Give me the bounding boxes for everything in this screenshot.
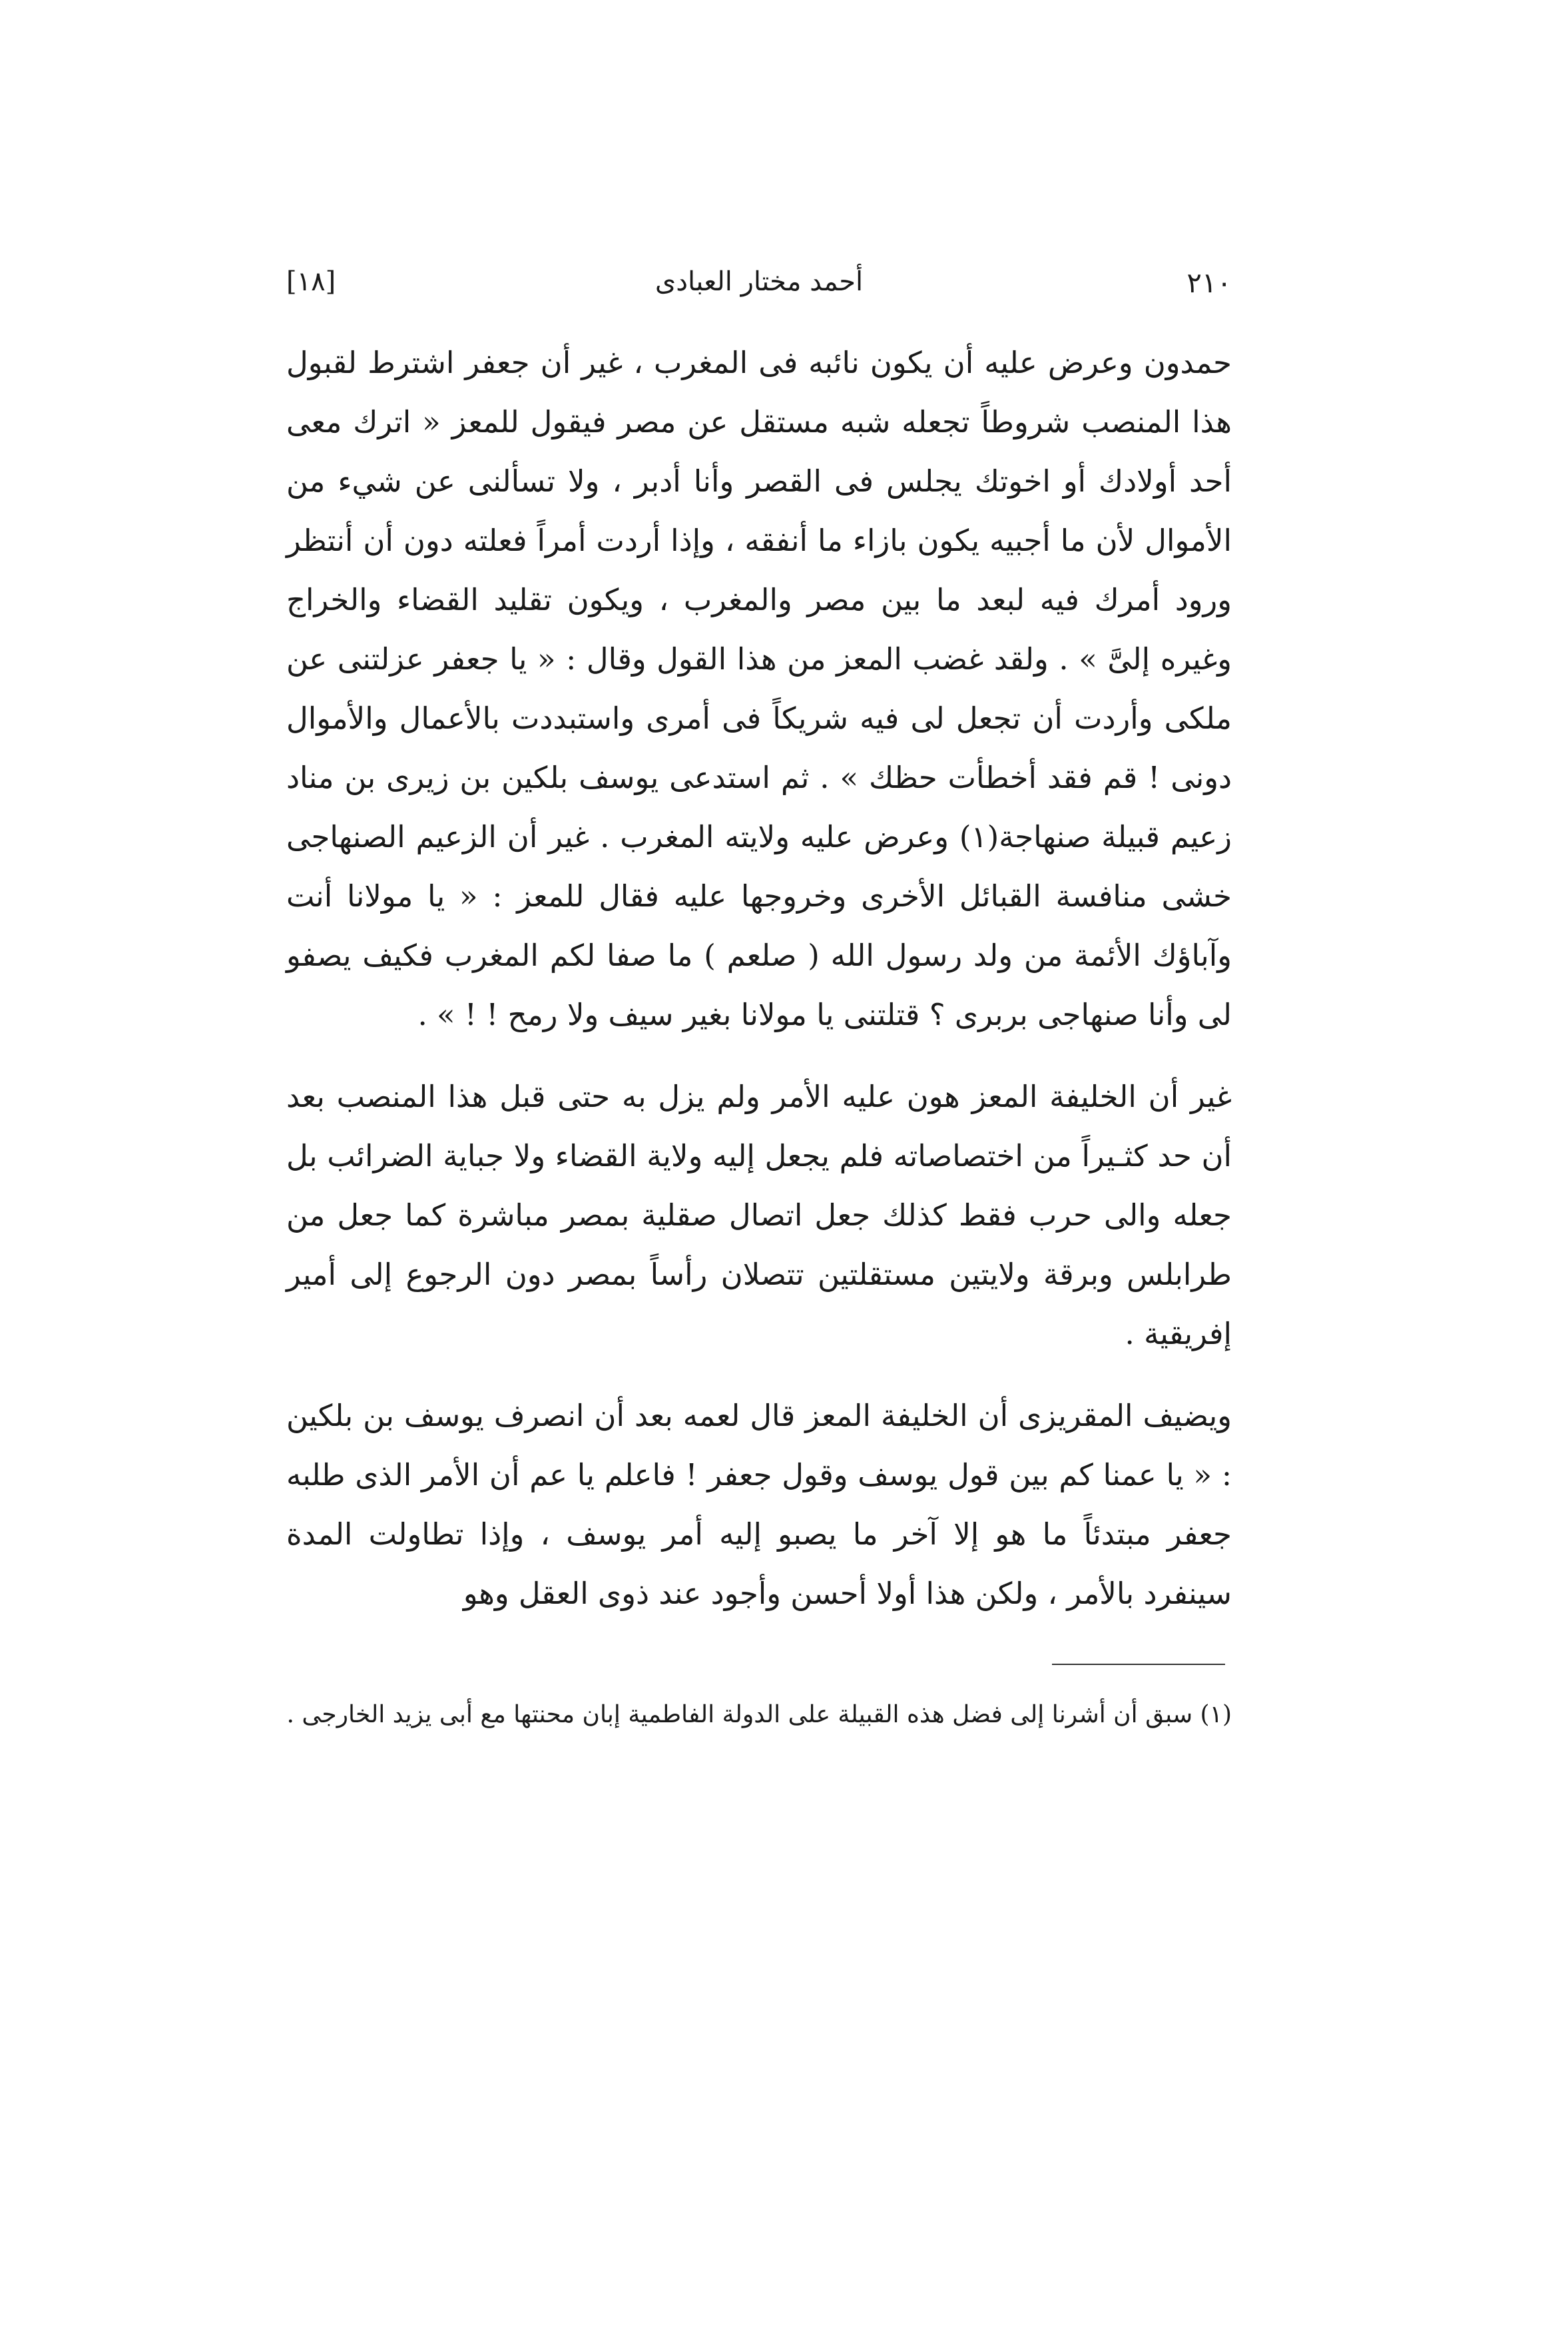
chapter-bracket-number: [١٨]: [286, 266, 336, 297]
page-header: [286, 266, 1232, 306]
paragraph: ويضيف المقريزى أن الخليفة المعز قال لعمه بعد أن انصرف يوسف بن بلكين : « يا عمنا كم بين قول يوسف وقول جعفر ! فاعلم يا عم أن الأمر الذى طلبه جعفر مبتدئاً ما هو إلا آخر ما يصبو إليه أمر يوسف ، وإذا تطاولت المدة سينفرد بالأمر ، ولكن هذا أولا أحسن وأجود عند ذوى العقل وهو: [286, 1398, 1232, 1611]
paragraph: حمدون وعرض عليه أن يكون نائبه فى المغرب ، غير أن جعفر اشترط لقبول هذا المنصب شروطاً تجعله شبه مستقل عن مصر فيقول للمعز « اترك معى أحد أولادك أو اخوتك يجلس فى القصر وأنا أدبر ، ولا تسألنى عن شيء من الأموال لأن ما أجبيه يكون بازاء ما أنفقه ، وإذا أردت أمراً فعلته دون أن أنتظر ورود أمرك فيه لبعد ما بين مصر والمغرب ، ويكون تقليد القضاء والخراج وغيره إلىَّ » . ولقد غضب المعز من هذا القول وقال : « يا جعفر عزلتنى عن ملكى وأردت أن تجعل لى فيه شريكاً فى أمرى واستبددت بالأعمال والأموال دونى ! قم فقد أخطأت حظك » . ثم استدعى يوسف بلكين بن زيرى بن مناد زعيم قبيلة صنهاجة(١) وعرض عليه ولايته المغرب . غير أن الزعيم الصنهاجى خشى منافسة القبائل الأخرى وخروجها عليه فقال للمعز : « يا مولانا أنت وآباؤك الأئمة من ولد رسول الله ( صلعم ) ما صفا لكم المغرب فكيف يصفو لى وأنا صنهاجى بربرى ؟ قتلتنى يا مولانا بغير سيف ولا رمح ! ! » .: [286, 345, 1232, 1032]
footnote-divider: [1052, 1664, 1225, 1665]
page-number: ٢١٠: [1186, 266, 1232, 299]
main-text: [286, 333, 1232, 1646]
running-title: أحمد مختار العبادى: [654, 266, 864, 297]
footnote: (١) سبق أن أشرنا إلى فضل هذه القبيلة على الدولة الفاطمية إبان محنتها مع أبى يزيد الخارجى .: [286, 1701, 1232, 1728]
paragraph: غير أن الخليفة المعز هون عليه الأمر ولم يزل به حتى قبل هذا المنصب بعد أن حد كثـيراً من اختصاصاته فلم يجعل إليه ولاية القضاء ولا جباية الضرائب بل جعله والى حرب فقط كذلك جعل اتصال صقلية بمصر مباشرة كما جعل من طرابلس وبرقة ولايتين مستقلتين تتصلان رأساً بمصر دون الرجوع إلى أمير إفريقية .: [286, 1079, 1232, 1351]
